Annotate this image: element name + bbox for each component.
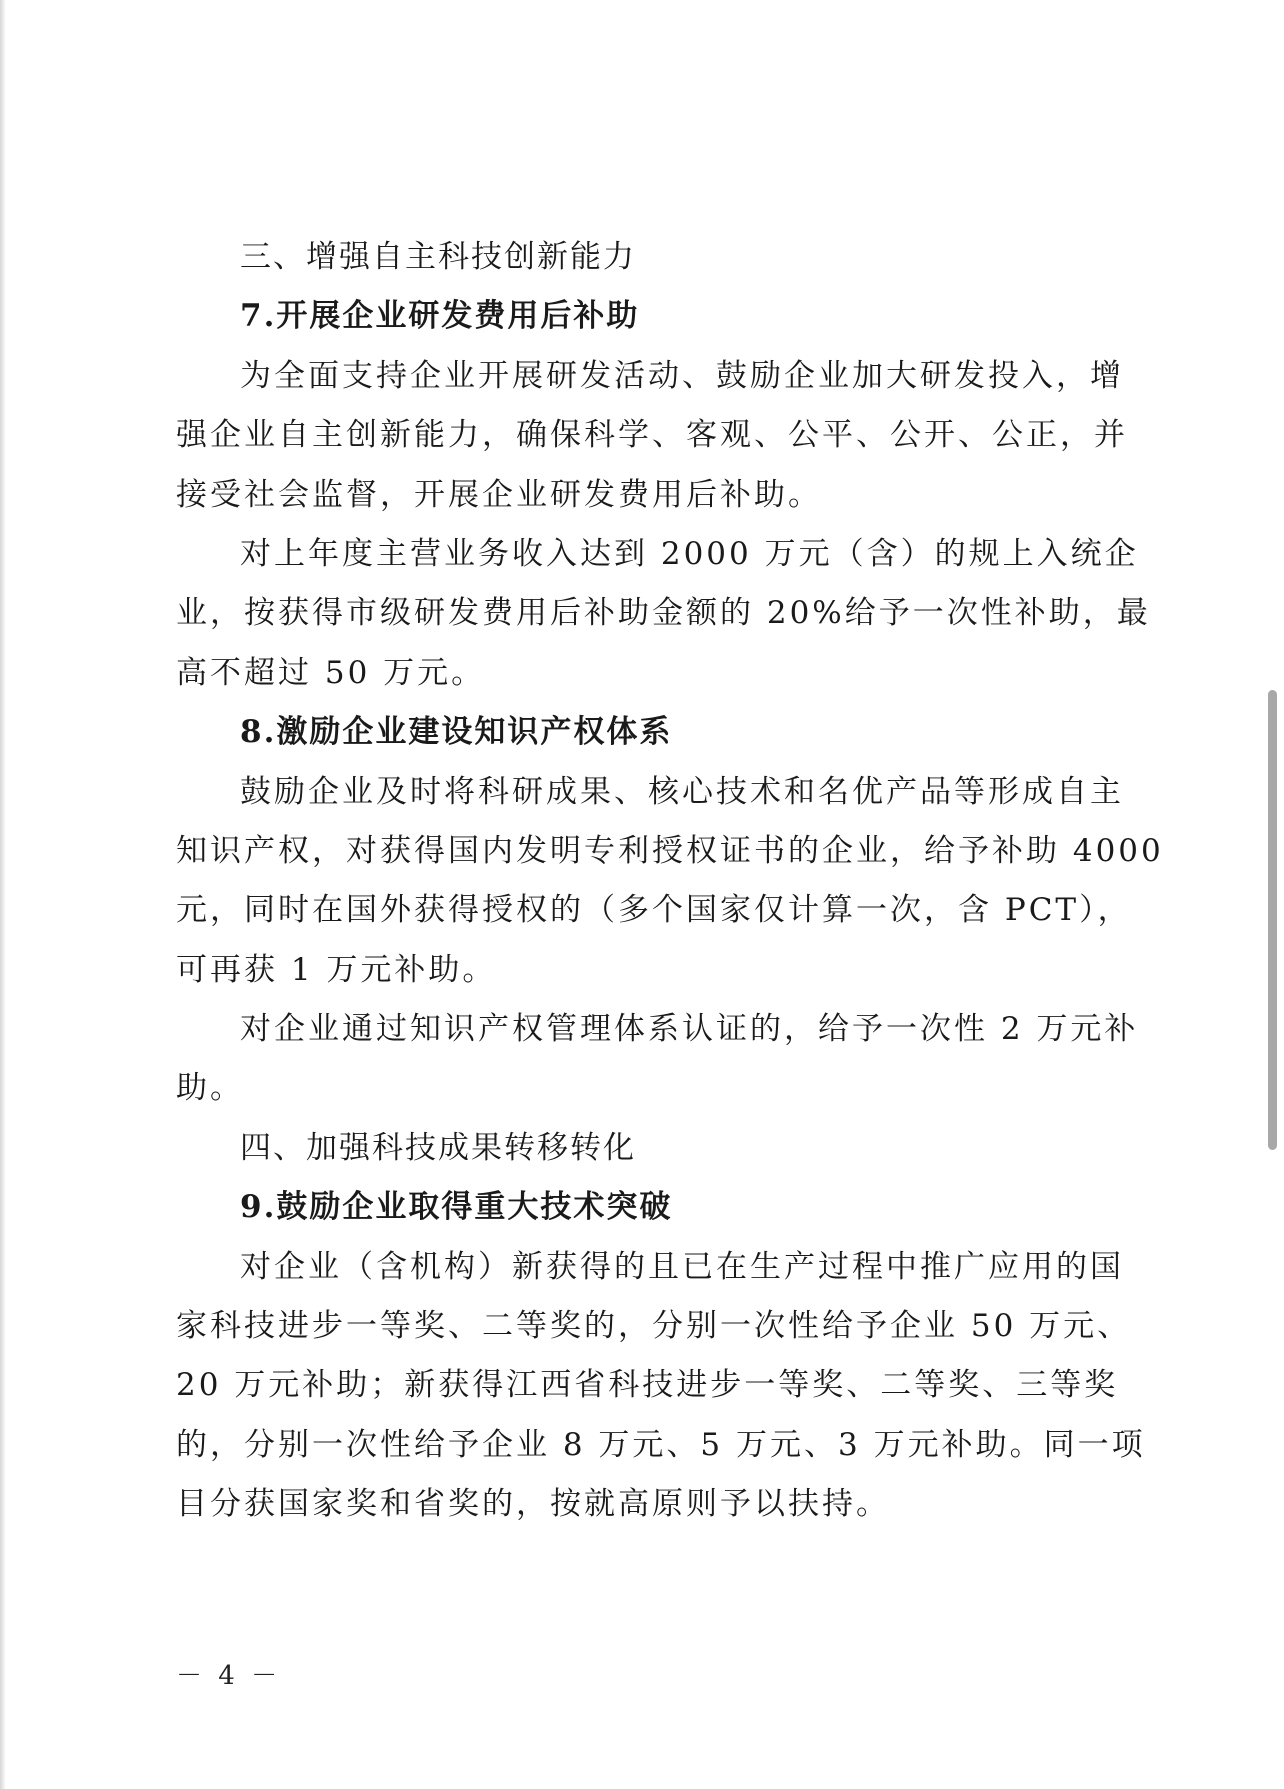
paragraph-line: 20 万元补助；新获得江西省科技进步一等奖、二等奖、三等奖 [176,1367,1119,1404]
paragraph-line: 知识产权，对获得国内发明专利授权证书的企业，给予补助 4000 [176,832,1164,869]
item-heading-7: 7.开展企业研发费用后补助 [240,298,640,335]
paragraph-line: 家科技进步一等奖、二等奖的，分别一次性给予企业 50 万元、 [176,1308,1132,1345]
paragraph-line: 的，分别一次性给予企业 8 万元、5 万元、3 万元补助。同一项 [176,1426,1146,1463]
paragraph-line: 接受社会监督，开展企业研发费用后补助。 [176,476,822,513]
page-number: － 4 － [176,1661,282,1691]
paragraph-line: 鼓励企业及时将科研成果、核心技术和名优产品等形成自主 [240,773,1124,810]
paragraph-line: 强企业自主创新能力，确保科学、客观、公平、公开、公正，并 [176,417,1128,454]
paragraph-line: 对企业通过知识产权管理体系认证的，给予一次性 2 万元补 [240,1011,1139,1048]
paragraph-line: 为全面支持企业开展研发活动、鼓励企业加大研发投入，增 [240,357,1124,394]
page-left-shadow [0,0,6,1789]
paragraph-line: 对上年度主营业务收入达到 2000 万元（含）的规上入统企 [240,535,1139,572]
paragraph-line: 助。 [176,1070,244,1107]
paragraph-line: 业，按获得市级研发费用后补助金额的 20%给予一次性补助，最 [176,595,1151,632]
section-heading-4: 四、加强科技成果转移转化 [240,1129,636,1166]
scrollbar-thumb[interactable] [1268,690,1277,1150]
paragraph-line: 对企业（含机构）新获得的且已在生产过程中推广应用的国 [240,1248,1124,1285]
paragraph-line: 高不超过 50 万元。 [176,654,486,691]
section-heading-3: 三、增强自主科技创新能力 [240,239,636,275]
paragraph-line: 目分获国家奖和省奖的，按就高原则予以扶持。 [176,1486,890,1523]
paragraph-line: 元，同时在国外获得授权的（多个国家仅计算一次，含 PCT）， [176,892,1132,929]
paragraph-line: 可再获 1 万元补助。 [176,951,497,988]
item-heading-8: 8.激励企业建设知识产权体系 [240,714,673,751]
item-heading-9: 9.鼓励企业取得重大技术突破 [240,1189,673,1226]
document-body [176,228,1164,1535]
